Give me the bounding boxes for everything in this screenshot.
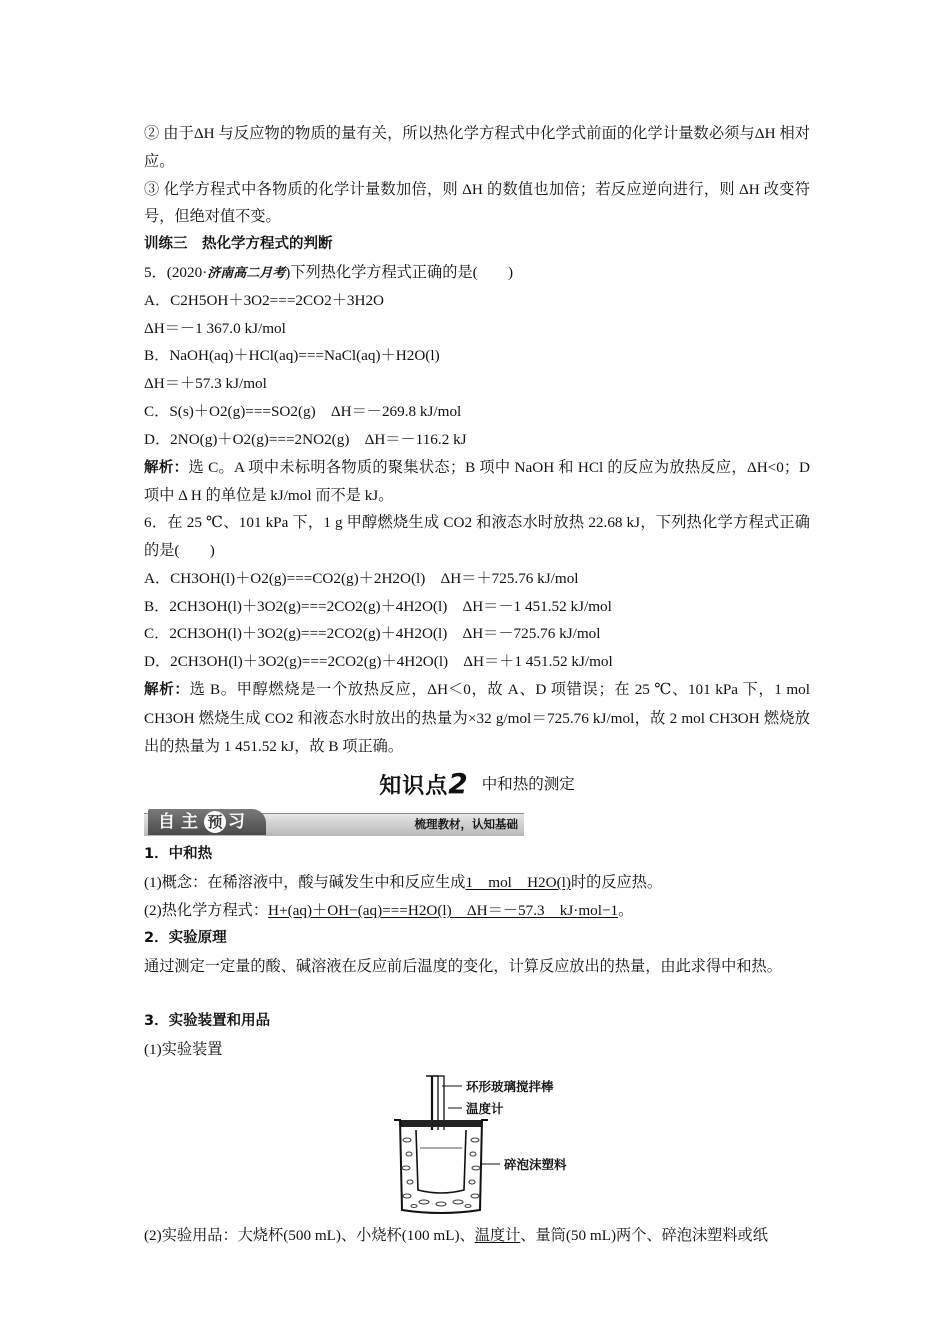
training-heading: 训练三 热化学方程式的判断 [144, 236, 333, 253]
section-2-text [144, 953, 810, 1009]
equation-suffix: 。 [618, 901, 634, 919]
question-text: )下列热化学方程式正确的是( ) [285, 263, 514, 281]
knowledge-point-heading [144, 761, 810, 805]
banner-left-b: 习 [228, 812, 251, 833]
equation-blank: H+(aq)＋OH−(aq)===H2O(l) ΔH＝－57.3 kJ·mol−1 [268, 901, 619, 919]
concept-blank: 1 mol H2O(l) [465, 874, 571, 892]
q5-option-d: D．2NO(g)＋O2(g)===2NO2(g) ΔH＝－116.2 kJ [144, 430, 467, 448]
knowledge-subtitle: 中和热的测定 [481, 775, 575, 794]
knowledge-number: 2 [448, 766, 468, 800]
q5-option-c: C．S(s)＋O2(g)===SO2(g) ΔH＝－269.8 kJ/mol [144, 402, 462, 420]
paragraph-delta-h-1 [144, 120, 810, 176]
section-3-materials [144, 1222, 810, 1250]
calorimeter-diagram [144, 1070, 810, 1220]
banner-circle: 预 [204, 811, 226, 833]
q5-option-a-dh: ΔH＝－1 367.0 kJ/mol [144, 319, 286, 337]
paragraph-delta-h-2 [144, 176, 810, 232]
label-foam: 碎泡沫塑料 [504, 1156, 567, 1172]
section-1-concept [144, 869, 810, 897]
label-thermometer: 温度计 [466, 1100, 504, 1116]
q5-option-b: B．NaOH(aq)＋HCl(aq)===NaCl(aq)＋H2O(l) [144, 347, 440, 365]
section-1-heading: 1．中和热 [144, 846, 213, 863]
lid-icon [400, 1120, 482, 1127]
analysis-text: 选 C。A 项中未标明各物质的聚集状态；B 项中 NaOH 和 HCl 的反应为放热反应，ΔH<0；D 项中 Δ H 的单位是 kJ/mol 而不是 kJ。 [144, 458, 810, 505]
q5-option-b-dh: ΔH＝＋57.3 kJ/mol [144, 375, 267, 393]
banner-left-a: 自主 [158, 812, 204, 833]
section-3-apparatus-label: (1)实验装置 [144, 1040, 223, 1058]
concept-text: (1)概念：在稀溶液中，酸与碱发生中和反应生成 [144, 874, 466, 892]
question-text: 6．在 25 ℃、101 kPa 下，1 g 甲醇燃烧生成 CO2 和液态水时放热 22.68 kJ，下列热化学方程式正确的是( ) [144, 514, 810, 559]
question-5-stem [144, 259, 810, 287]
small-beaker-icon [416, 1130, 466, 1193]
analysis-label: 解析： [144, 681, 190, 698]
materials-text: (2)实验用品：大烧杯(500 mL)、小烧杯(100 mL)、 [144, 1226, 475, 1244]
section-1-equation [144, 897, 810, 925]
materials-blank: 温度计 [474, 1226, 521, 1244]
analysis-text: 选 B。甲醇燃烧是一个放热反应，ΔH＜0，故 A、D 项错误；在 25 ℃、101 kPa 下，1 mol CH3OH 燃烧生成 CO2 和液态水时放出的热量为×32 g/mol＝725.76 kJ/mol，故 2 mol CH3OH 燃烧放出的热量为 1 451.52 kJ，故 B 项正确。 [144, 680, 810, 755]
section-2-heading: 2．实验原理 [144, 929, 227, 946]
q6-option-b: B．2CH3OH(l)＋3O2(g)===2CO2(g)＋4H2O(l) ΔH＝－1 451.52 kJ/mol [144, 597, 612, 615]
concept-suffix: 时的反应热。 [570, 874, 663, 892]
banner-tab [148, 809, 266, 835]
apparatus-figure [144, 1070, 810, 1220]
section-3-heading: 3．实验装置和用品 [144, 1013, 271, 1030]
label-stirring-rod: 环形玻璃搅拌棒 [466, 1078, 554, 1094]
paragraph-text: ② 由于ΔH 与反应物的物质的量有关，所以热化学方程式中化学式前面的化学计量数必须与ΔH 相对应。 [144, 125, 810, 170]
document-page [144, 120, 810, 1250]
question-source: 济南高二月考 [207, 265, 286, 281]
question-number: 5．(2020· [144, 263, 208, 281]
analysis-label: 解析： [144, 459, 189, 476]
q5-option-a: A．C2H5OH＋3O2===2CO2＋3H2O [144, 291, 385, 309]
q5-analysis [144, 454, 810, 510]
question-6-stem [144, 509, 810, 565]
materials-suffix: 、量筒(50 mL)两个、碎泡沫塑料或纸 [520, 1226, 768, 1244]
banner-right-text: 梳理教材，认知基础 [414, 817, 518, 832]
knowledge-title: 知识点 [379, 773, 449, 799]
paragraph-text: ③ 化学方程式中各物质的化学计量数加倍，则 ΔH 的数值也加倍；若反应逆向进行，则 ΔH 改变符号，但绝对值不变。 [144, 180, 810, 226]
q6-option-d: D．2CH3OH(l)＋3O2(g)===2CO2(g)＋4H2O(l) ΔH＝＋1 451.52 kJ/mol [144, 653, 613, 671]
q6-analysis [144, 676, 810, 759]
q6-option-a: A．CH3OH(l)＋O2(g)===CO2(g)＋2H2O(l) ΔH＝＋725.76 kJ/mol [144, 569, 579, 587]
equation-label: (2)热化学方程式： [144, 901, 269, 919]
q6-option-c: C．2CH3OH(l)＋3O2(g)===2CO2(g)＋4H2O(l) ΔH＝－725.76 kJ/mol [144, 625, 601, 643]
principle-text: 通过测定一定量的酸、碱溶液在反应前后温度的变化，计算反应放出的热量，由此求得中和热。 [144, 957, 782, 975]
self-study-banner [144, 809, 524, 835]
